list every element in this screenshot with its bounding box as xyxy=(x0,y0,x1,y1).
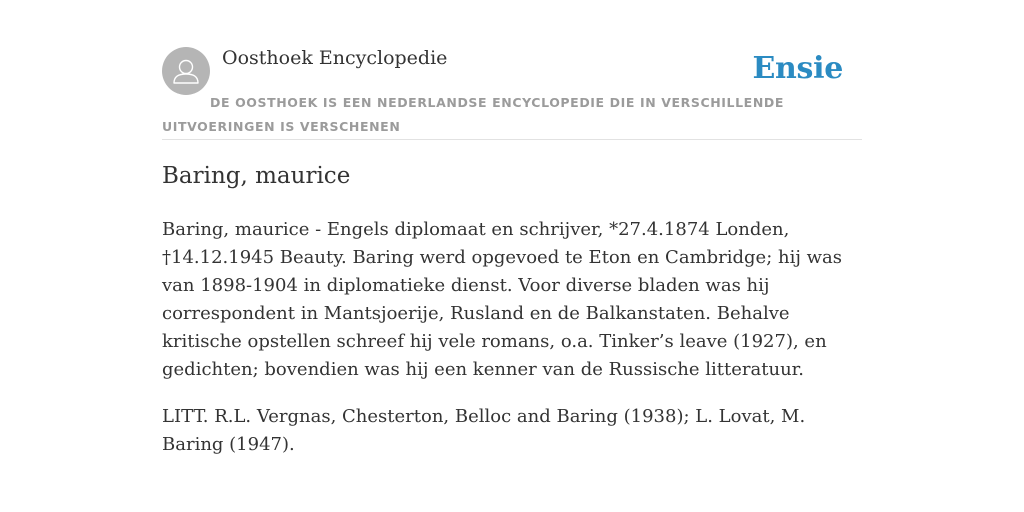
page-container xyxy=(162,46,862,455)
source-header xyxy=(162,46,862,140)
source-tagline: DE OOSTHOEK IS EEN NEDERLANDSE ENCYCLOPEDIE DIE IN VERSCHILLENDE UITVOERINGEN IS VERSCHENEN xyxy=(162,95,784,134)
article-body: Baring, maurice - Engels diplomaat en schrijver, *27.4.1874 Londen, †14.12.1945 Beauty. Baring werd opgevoed te Eton en Cambridge; hij was van 1898-1904 in diplomatieke dienst. Voor diverse bladen was hij correspondent in Mantsjoerije, Rusland en de Balkanstaten. Behalve kritische opstellen schreef hij vele romans, o.a. Tinker’s leave (1927), en gedichten; bovendien was hij een kenner van de Russische litteratuur. xyxy=(162,219,843,380)
brand-logo[interactable]: Ensie xyxy=(752,51,843,86)
user-silhouette-icon xyxy=(162,47,210,95)
source-name-link[interactable]: Oosthoek Encyclopedie xyxy=(222,47,448,69)
user-avatar-icon[interactable] xyxy=(162,47,210,95)
article-literature: LITT. R.L. Vergnas, Chesterton, Belloc and Baring (1938); L. Lovat, M. Baring (1947). xyxy=(162,406,806,455)
article-title: Baring, maurice xyxy=(162,163,351,189)
